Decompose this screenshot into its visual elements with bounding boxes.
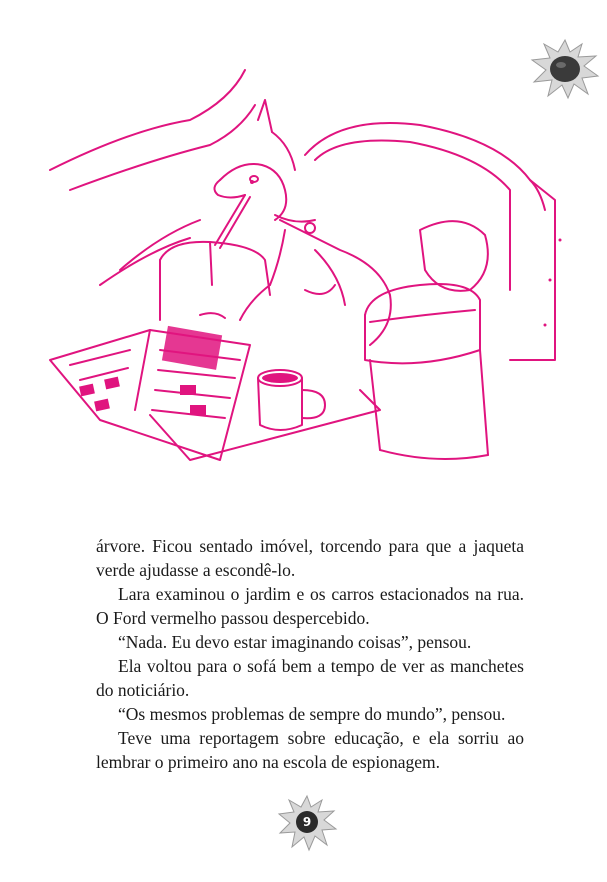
page-number-badge xyxy=(276,793,338,855)
paragraph: Ela voltou para o sofá bem a tempo de ver as manchetes do noticiário. xyxy=(96,656,524,700)
paragraph: “Os mesmos problemas de sempre do mundo”, pensou. xyxy=(118,704,506,724)
body-text xyxy=(96,534,524,774)
paragraph: “Nada. Eu devo estar imaginando coisas”, pensou. xyxy=(118,632,472,652)
paragraph: árvore. Ficou sentado imóvel, torcendo para que a jaqueta verde ajudasse a escondê-lo. xyxy=(96,536,524,580)
page-number: 9 xyxy=(296,811,318,833)
dog-armchair-illustration xyxy=(40,60,580,480)
paragraph: Lara examinou o jardim e os carros estacionados na rua. O Ford vermelho passou despercebido. xyxy=(96,584,524,628)
paragraph: Teve uma reportagem sobre educação, e ela sorriu ao lembrar o primeiro ano na escola de espionagem. xyxy=(96,728,524,772)
